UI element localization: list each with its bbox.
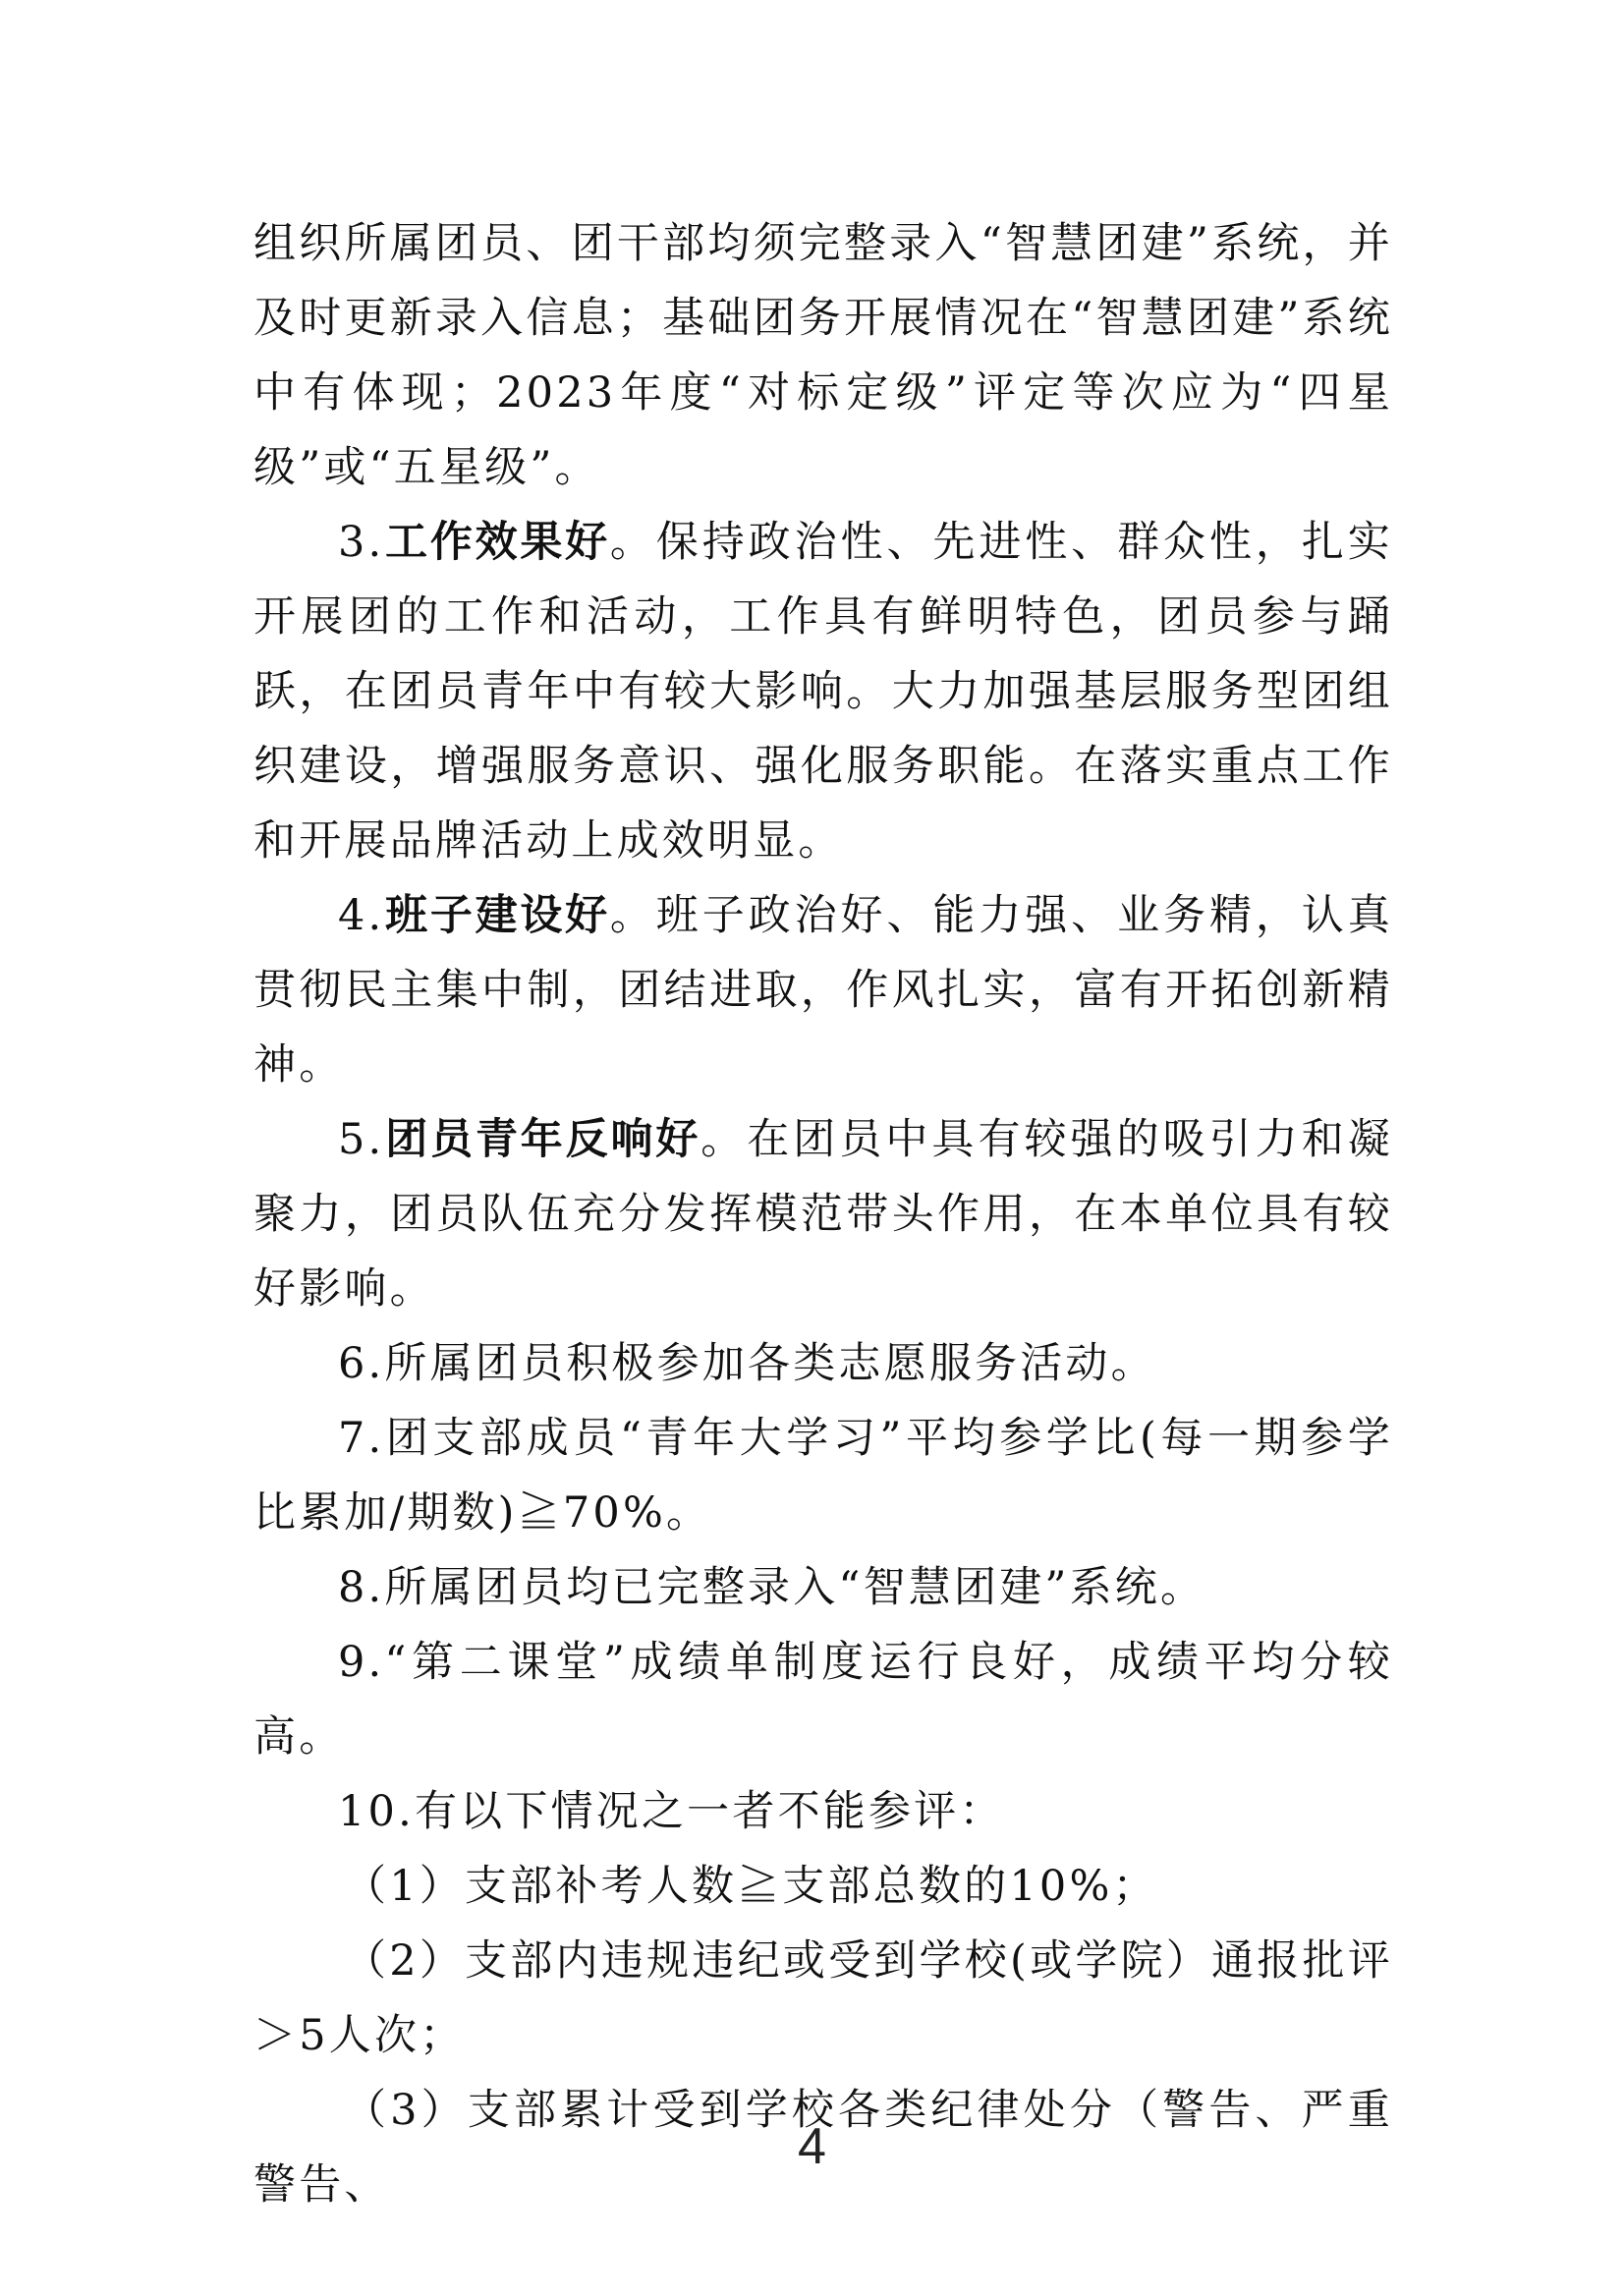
paragraph-text: 6.所属团员积极参加各类志愿服务活动。 — [338, 1339, 1156, 1388]
paragraph-item-3 — [253, 505, 1393, 878]
paragraph-item-7 — [253, 1401, 1393, 1550]
item-number: 5. — [338, 1115, 385, 1164]
item-number: 3. — [338, 518, 385, 567]
paragraph-text: 。在团员中具有较强的吸引力和凝聚力，团员队伍充分发挥模范带头作用，在本单位具有较好影响。 — [253, 1115, 1393, 1314]
paragraph-text: （3）支部累计受到学校各类纪律处分（警告、严重警告、 — [253, 2086, 1393, 2210]
paragraph-text: 9.“第二课堂”成绩单制度运行良好，成绩平均分较高。 — [253, 1638, 1393, 1762]
item-heading: 工作效果好 — [384, 518, 610, 567]
page-number: 4 — [798, 2118, 826, 2175]
item-number: 4. — [338, 891, 385, 940]
paragraph-text: 组织所属团员、团干部均须完整录入“智慧团建”系统，并及时更新录入信息；基础团务开展情况在“智慧团建”系统中有体现；2023年度“对标定级”评定等次应为“四星级”或“五星级”。 — [253, 219, 1393, 492]
document-body — [253, 206, 1393, 2222]
paragraph-text: 。保持政治性、先进性、群众性，扎实开展团的工作和活动，工作具有鲜明特色，团员参与踊跃，在团员青年中有较大影响。大力加强基层服务型团组织建设，增强服务意识、强化服务职能。在落实重点工作和开展品牌活动上成效明显。 — [253, 518, 1393, 866]
paragraph-text: 8.所属团员均已完整录入“智慧团建”系统。 — [338, 1563, 1206, 1612]
item-heading: 团员青年反响好 — [384, 1115, 701, 1164]
paragraph-item-9 — [253, 1625, 1393, 1774]
paragraph-item-6 — [253, 1326, 1393, 1401]
paragraph-intro — [253, 206, 1393, 505]
paragraph-subitem-2 — [253, 1924, 1393, 2073]
paragraph-text: 7.团支部成员“青年大学习”平均参学比(每一期参学比累加/期数)≧70%。 — [253, 1414, 1393, 1538]
paragraph-text: （2）支部内违规违纪或受到学校(或学院）通报批评＞5人次； — [253, 1936, 1393, 2060]
paragraph-item-5 — [253, 1102, 1393, 1326]
paragraph-text: 10.有以下情况之一者不能参评： — [338, 1787, 1005, 1836]
paragraph-item-10 — [253, 1774, 1393, 1849]
paragraph-item-8 — [253, 1550, 1393, 1625]
paragraph-subitem-1 — [253, 1849, 1393, 1924]
paragraph-text: 。班子政治好、能力强、业务精，认真贯彻民主集中制，团结进取，作风扎实，富有开拓创新精神。 — [253, 891, 1393, 1090]
paragraph-item-4 — [253, 878, 1393, 1102]
paragraph-text: （1）支部补考人数≧支部总数的10%； — [344, 1862, 1158, 1911]
item-heading: 班子建设好 — [384, 891, 610, 940]
